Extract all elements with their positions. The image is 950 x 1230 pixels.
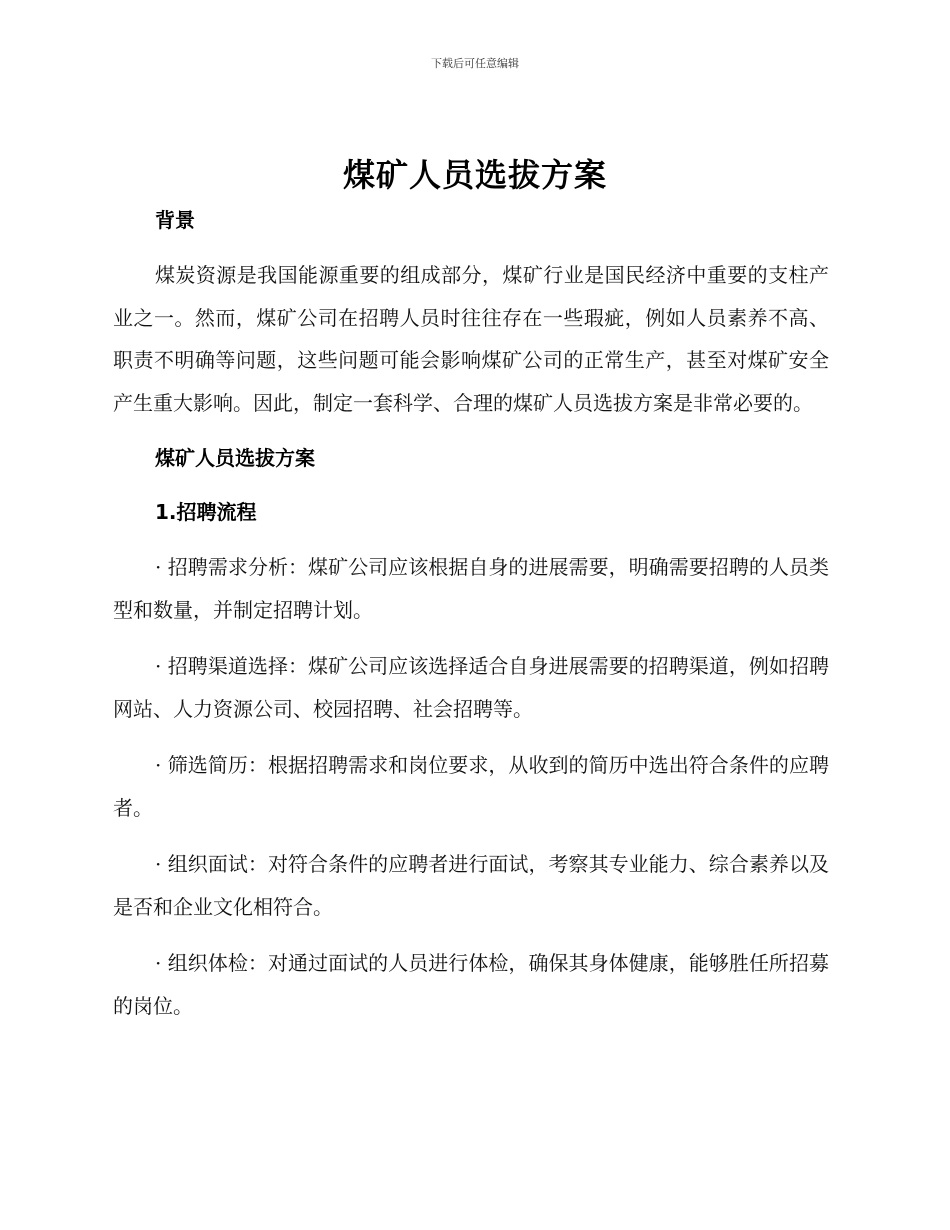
document-body (113, 200, 829, 1041)
background-paragraph: 煤炭资源是我国能源重要的组成部分，煤矿行业是国民经济中重要的支柱产业之一。然而，煤矿公司在招聘人员时往往存在一些瑕疵，例如人员素养不高、职责不明确等问题，这些问题可能会影响煤矿公司的正常生产，甚至对煤矿安全产生重大影响。因此，制定一套科学、合理的煤矿人员选拔方案是非常必要的。 (113, 263, 829, 415)
plan-heading: 煤矿人员选拔方案 (155, 446, 315, 470)
list-item-needs-analysis: · 招聘需求分析：煤矿公司应该根据自身的进展需要，明确需要招聘的人员类型和数量，并制定招聘计划。 (113, 555, 829, 622)
list-item-interview: · 组织面试：对符合条件的应聘者进行面试，考察其专业能力、综合素养以及是否和企业文化相符合。 (113, 852, 829, 919)
background-heading: 背景 (155, 208, 195, 232)
document-title: 煤矿人员选拔方案 (342, 156, 607, 194)
list-item-channel-selection: · 招聘渠道选择：煤矿公司应该选择适合自身进展需要的招聘渠道，例如招聘网站、人力资源公司、校园招聘、社会招聘等。 (113, 654, 829, 721)
list-item-resume-screening: · 筛选简历：根据招聘需求和岗位要求，从收到的简历中选出符合条件的应聘者。 (113, 753, 829, 820)
list-item-medical-exam: · 组织体检：对通过面试的人员进行体检，确保其身体健康，能够胜任所招募的岗位。 (113, 951, 829, 1018)
recruit-process-heading: 1.招聘流程 (155, 500, 257, 524)
header-note: 下载后可任意编辑 (431, 57, 519, 70)
